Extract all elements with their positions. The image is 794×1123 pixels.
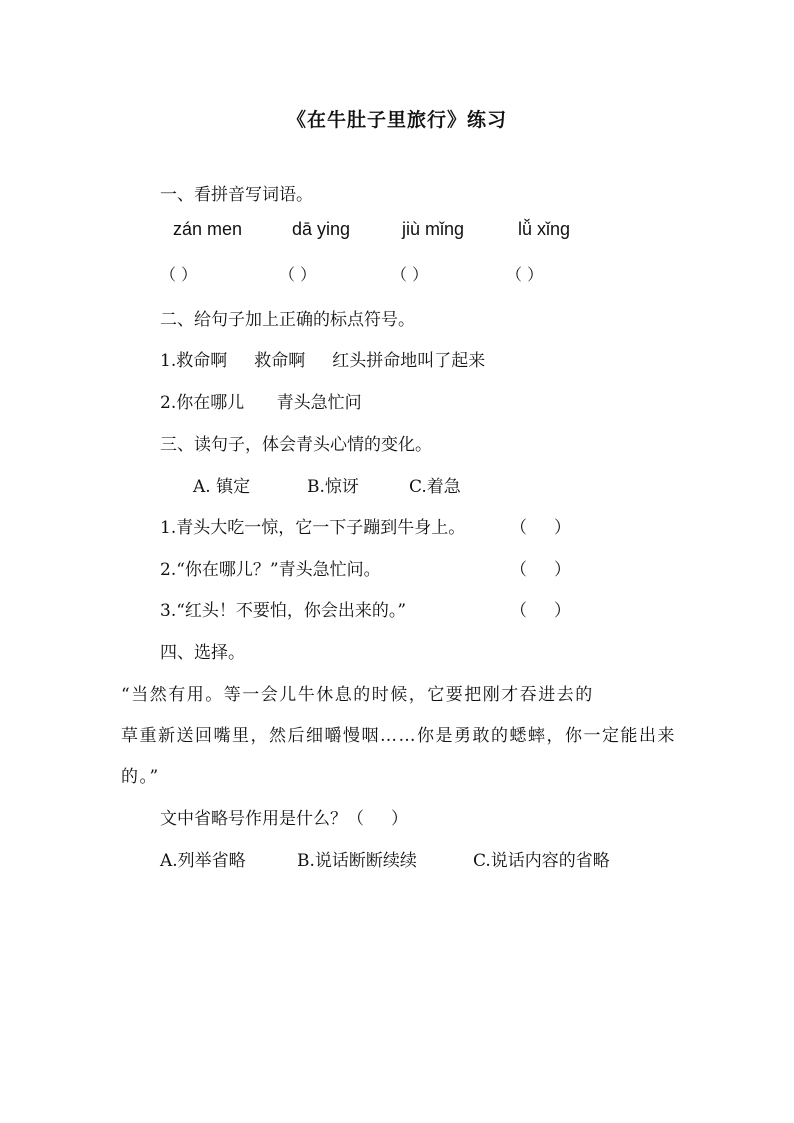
pinyin-1: zán men bbox=[173, 219, 243, 239]
passage-line-2: 草重新送回嘴里，然后细嚼慢咽……你是勇敢的蟋蟀，你一定能出来 bbox=[121, 726, 676, 746]
pinyin-2: dā ying bbox=[292, 219, 351, 239]
choice-option-b: B.说话断断续续 bbox=[297, 851, 417, 871]
punctuation-item-1: 1.救命啊 救命啊 红头拼命地叫了起来 bbox=[160, 351, 486, 371]
option-a: A. 镇定 bbox=[193, 477, 251, 497]
page-title: 《在牛肚子里旅行》练习 bbox=[286, 109, 507, 131]
mood-sentence-1: 1.青头大吃一惊，它一下子蹦到牛身上。 bbox=[160, 518, 466, 538]
mood-sentence-2: 2.“你在哪儿？”青头急忙问。 bbox=[160, 560, 381, 580]
section2-heading: 二、给句子加上正确的标点符号。 bbox=[160, 310, 415, 330]
choice-question: 文中省略号作用是什么？（ ） bbox=[160, 809, 409, 829]
mood-blank-3[interactable]: （ ） bbox=[510, 601, 572, 621]
option-c: C.着急 bbox=[409, 477, 461, 497]
choice-option-a: A.列举省略 bbox=[160, 851, 246, 871]
answer-blank-3[interactable]: （ ） bbox=[391, 265, 429, 284]
mood-blank-2[interactable]: （ ） bbox=[510, 560, 572, 580]
passage-line-1: “当然有用。等一会儿牛休息的时候，它要把刚才吞进去的 bbox=[121, 685, 594, 705]
section3-heading: 三、读句子，体会青头心情的变化。 bbox=[160, 435, 432, 455]
pinyin-3: jiù mǐng bbox=[402, 219, 465, 239]
option-b: B.惊讶 bbox=[307, 477, 359, 497]
section4-heading: 四、选择。 bbox=[160, 643, 245, 663]
pinyin-4: lǚ xǐng bbox=[518, 219, 571, 239]
passage-line-3: 的。” bbox=[121, 767, 160, 787]
answer-blank-4[interactable]: （ ） bbox=[506, 265, 544, 284]
choice-option-c: C.说话内容的省略 bbox=[473, 851, 610, 871]
answer-blank-2[interactable]: （ ） bbox=[279, 265, 317, 284]
mood-blank-1[interactable]: （ ） bbox=[510, 518, 572, 538]
section1-heading: 一、看拼音写词语。 bbox=[160, 185, 313, 205]
mood-sentence-3: 3.“红头！不要怕，你会出来的。” bbox=[160, 601, 407, 621]
answer-blank-1[interactable]: （ ） bbox=[160, 265, 198, 284]
punctuation-item-2: 2.你在哪儿 青头急忙问 bbox=[160, 393, 362, 413]
